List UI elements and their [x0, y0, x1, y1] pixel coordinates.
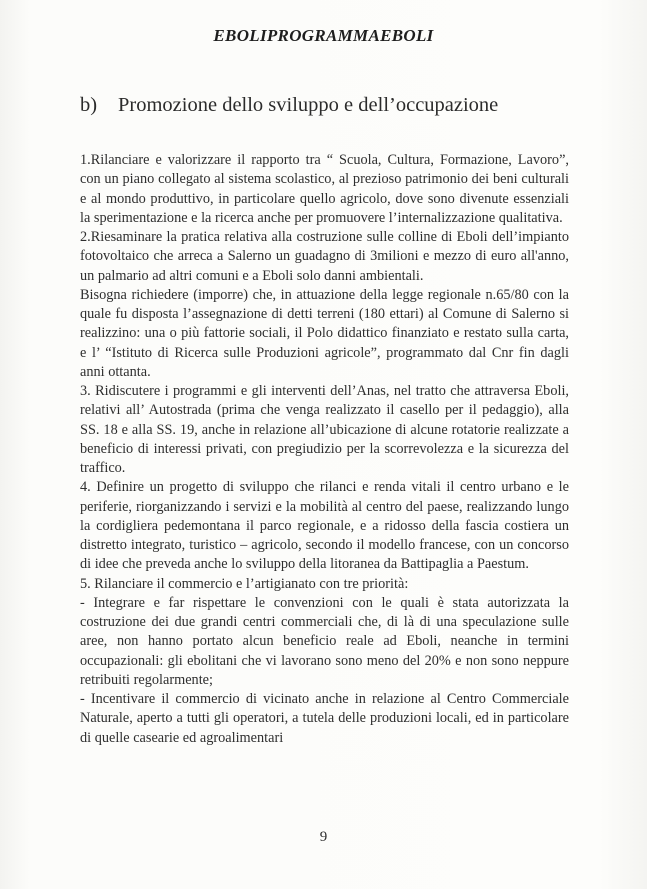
section-heading — [80, 94, 498, 117]
paragraph-point-5-item-1: - Integrare e far rispettare le convenzioni con le quali è stata autorizzata la costruzione dei due grandi centri commerciali che, di là di una speculazione sulle aree, non hanno portato alcun beneficio reale ad Eboli, neanche in termini occupazionali: gli ebolitani che vi lavorano sono meno del 20% e non sono neppure retribuiti regolarmente; — [80, 594, 569, 688]
body-text — [80, 151, 569, 748]
page-header: EBOLIPROGRAMMAEBOLI — [213, 26, 434, 45]
paragraph-point-3: 3. Ridiscutere i programmi e gli interventi dell’Anas, nel tratto che attraversa Eboli, relativi all’ Autostrada (prima che venga realizzato il casello per il pedaggio), alla SS. 18 e alla SS. 19, anche in relazione all’ubicazione di alcune rotatorie realizzate a beneficio di interessi privati, con pregiudizio per la scorrevolezza e la sicurezza del traffico. — [80, 383, 569, 476]
paragraph-point-5: 5. Rilanciare il commercio e l’artigianato con tre priorità: — [80, 575, 409, 592]
paragraph-point-5-item-2: - Incentivare il commercio di vicinato anche in relazione al Centro Commerciale Naturale, aperto a tutti gli operatori, a tutela delle produzioni locali, ed in particolare di quelle casearie ed agroalimentari — [80, 691, 569, 746]
paragraph-point-1: 1.Rilanciare e valorizzare il rapporto tra “ Scuola, Cultura, Formazione, Lavoro”, con un piano collegato al sistema scolastico, al prezioso patrimonio dei beni culturali e al mondo produttivo, in particolare quello agricolo, dove sono divenute essenziali la sperimentazione e la ricerca anche per promuovere l’internalizzazione qualitativa. — [80, 152, 569, 226]
paragraph-point-2: 2.Riesaminare la pratica relativa alla costruzione sulle colline di Eboli dell’impianto fotovoltaico che arreca a Salerno un guadagno di 3milioni e mezzo di euro all'anno, un palmario ad altri comuni e a Eboli solo danni ambientali. — [80, 229, 569, 284]
section-letter: b) — [80, 94, 98, 116]
section-title: Promozione dello sviluppo e dell’occupazione — [118, 94, 499, 116]
paragraph-point-4: 4. Definire un progetto di sviluppo che rilanci e renda vitali il centro urbano e le periferie, riorganizzando i servizi e la mobilità al centro del paese, realizzando lungo la cordigliera pedemontana il parco regionale, e a ridosso della fascia costiera un distretto integrato, turistico – agricolo, secondo il modello francese, con un concorso di idee che preveda anche lo sviluppo della litoranea da Battipaglia a Paestum. — [80, 479, 569, 573]
paragraph-point-2-detail: Bisogna richiedere (imporre) che, in attuazione della legge regionale n.65/80 con la quale fu disposta l’assegnazione di detti terreni (180 ettari) al Comune di Salerno si realizzino: una o più fattorie sociali, il Polo didattico finanziato e restato sulla carta, e l’ “Istituto di Ricerca sulle Produzioni agricole”, programmato dal Cnr fin dagli anni ottanta. — [80, 286, 569, 380]
page-number: 9 — [319, 829, 328, 845]
